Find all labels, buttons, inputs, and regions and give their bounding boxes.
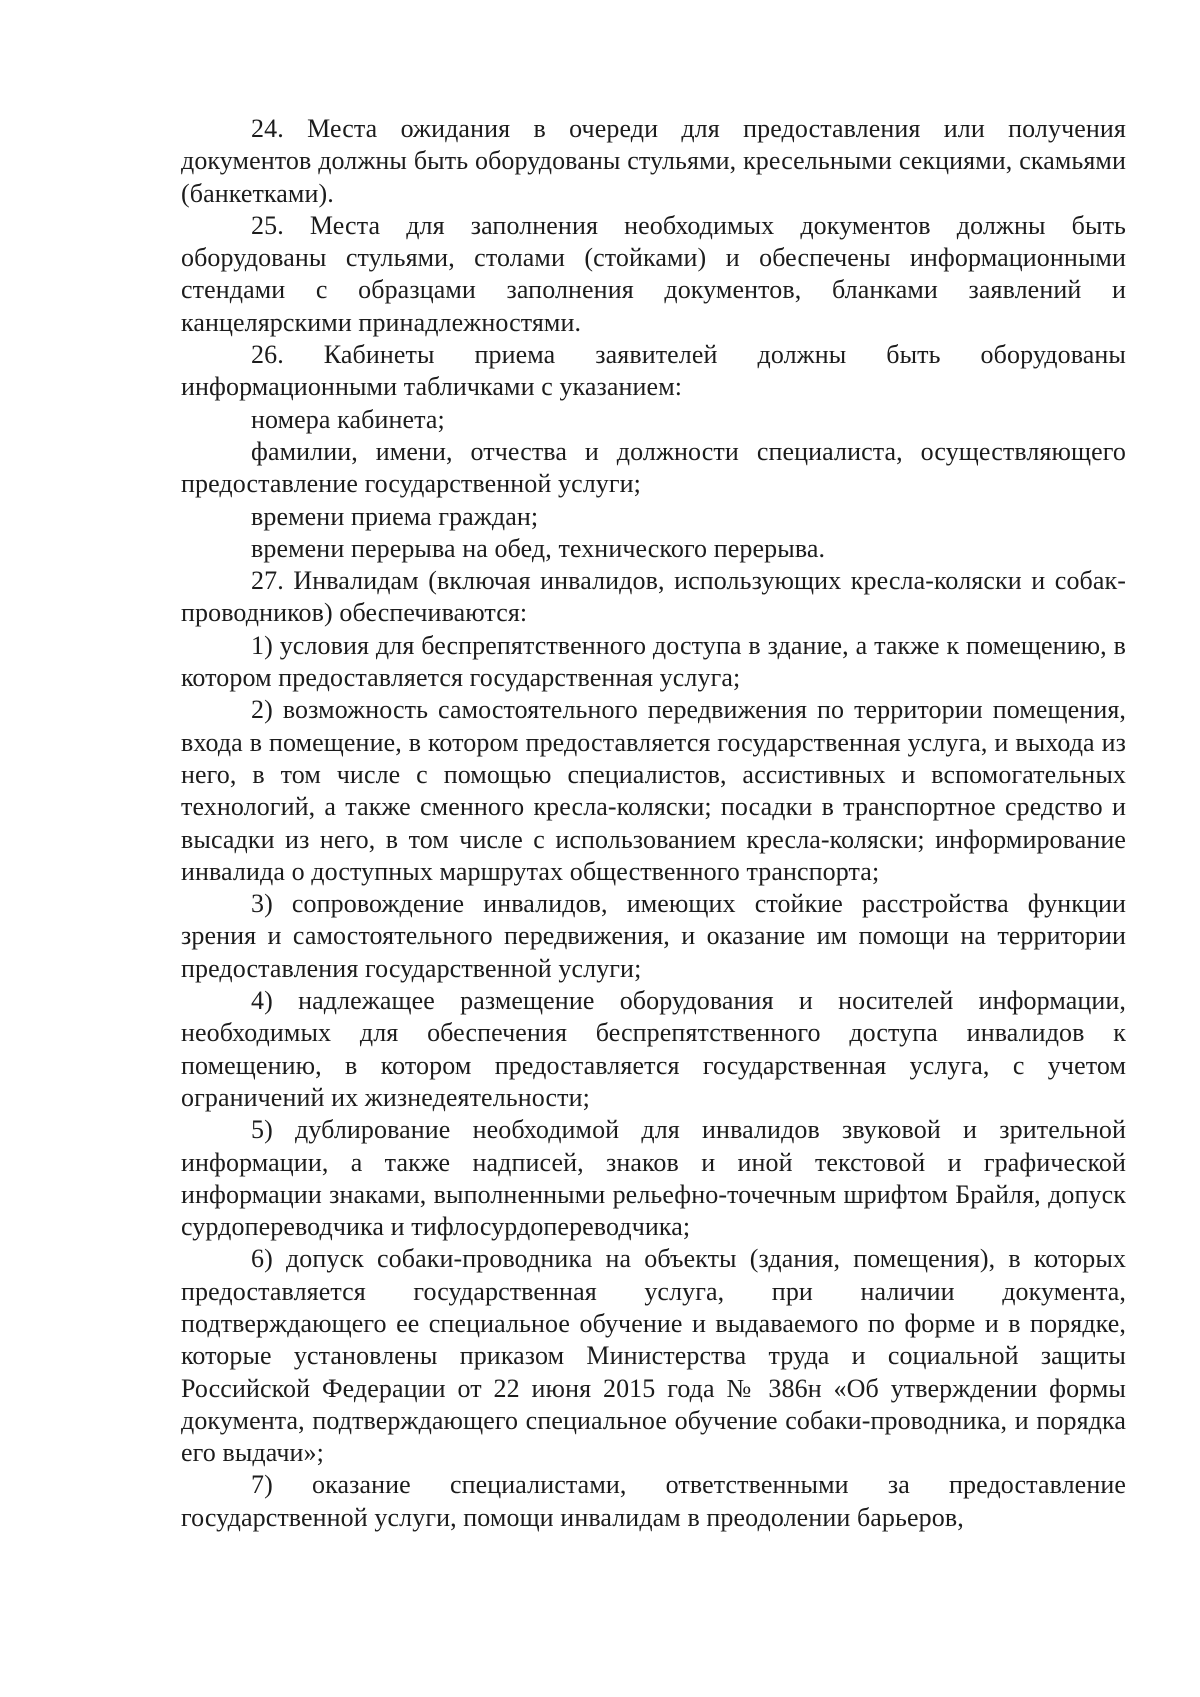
paragraph-25: 25. Места для заполнения необходимых документов должны быть оборудованы стульями, столами (стойками) и обеспечены информационными стендами с образцами заполнения документов, бланками заявлений и канцелярскими принадлежностями. bbox=[181, 210, 1126, 337]
subitem-5: 5) дублирование необходимой для инвалидов звуковой и зрительной информации, а также надписей, знаков и иной текстовой и графической информации знаками, выполненными рельефно-точечным шрифтом Брайля, допуск сурдопереводчика и тифлосурдопереводчика; bbox=[181, 1115, 1126, 1242]
paragraph-27: 27. Инвалидам (включая инвалидов, использующих кресла-коляски и собак-проводников) обеспечиваются: bbox=[181, 566, 1126, 628]
subitem-2: 2) возможность самостоятельного передвижения по территории помещения, входа в помещение, в котором предоставляется государственная услуга, и выхода из него, в том числе с помощью специалистов, ассистивных и вспомогательных технологий, а также сменного кресла-коляски; посадки в транспортное средство и высадки из него, в том числе с использованием кресла-коляски; информирование инвалида о доступных маршрутах общественного транспорта; bbox=[181, 695, 1126, 886]
subitem-7: 7) оказание специалистами, ответственными за предоставление государственной услуги, помощи инвалидам в преодолении барьеров, bbox=[181, 1470, 1126, 1532]
document-page bbox=[181, 113, 1126, 1534]
paragraph-26: 26. Кабинеты приема заявителей должны быть оборудованы информационными табличками с указанием: bbox=[181, 340, 1126, 402]
list-item-office-number: номера кабинета; bbox=[251, 404, 445, 434]
subitem-1: 1) условия для беспрепятственного доступа в здание, а также к помещению, в котором предоставляется государственная услуга; bbox=[181, 630, 1126, 693]
subitem-6: 6) допуск собаки-проводника на объекты (здания, помещения), в которых предоставляется государственная услуга, при наличии документа, подтверждающего ее специальное обучение и выдаваемого по форме и в порядке, которые установлены приказом Министерства труда и социальной защиты Российской Федерации от 22 июня 2015 года № 386н «Об утверждении формы документа, подтверждающего специальное обучение собаки-проводника, и порядка его выдачи»; bbox=[181, 1244, 1126, 1468]
list-item-reception-time: времени приема граждан; bbox=[251, 501, 539, 531]
paragraph-24: 24. Места ожидания в очереди для предоставления или получения документов должны быть оборудованы стульями, кресельными секциями, скамьями (банкетками). bbox=[181, 114, 1126, 208]
subitem-4: 4) надлежащее размещение оборудования и носителей информации, необходимых для обеспечения беспрепятственного доступа инвалидов к помещению, в котором предоставляется государственная услуга, с учетом ограничений их жизнедеятельности; bbox=[181, 986, 1126, 1112]
list-item-specialist-name: фамилии, имени, отчества и должности специалиста, осуществляющего предоставление государственной услуги; bbox=[181, 436, 1126, 499]
list-item-break-time: времени перерыва на обед, технического перерыва. bbox=[251, 533, 826, 563]
subitem-3: 3) сопровождение инвалидов, имеющих стойкие расстройства функции зрения и самостоятельного передвижения, и оказание им помощи на территории предоставления государственной услуги; bbox=[181, 889, 1126, 983]
